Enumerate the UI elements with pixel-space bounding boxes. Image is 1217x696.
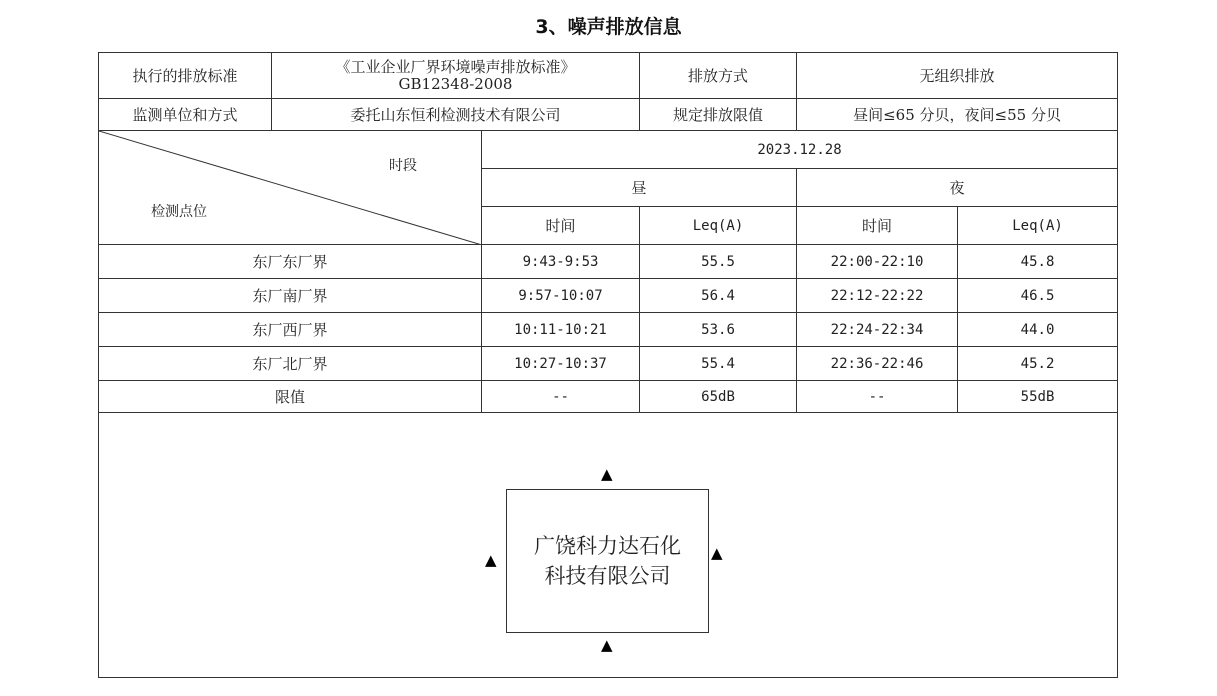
date-cell: 2023.12.28: [482, 131, 1118, 169]
day-time-cell: 9:43-9:53: [482, 245, 640, 279]
standard-label: 执行的排放标准: [99, 53, 272, 99]
table-row: [99, 245, 1118, 279]
limit-row: [99, 381, 1118, 413]
day-time-cell: 10:27-10:37: [482, 347, 640, 381]
point-label: 检测点位: [151, 204, 207, 220]
point-cell: 东厂东厂界: [99, 245, 482, 279]
company-name-line1: 广饶科力达石化: [534, 534, 681, 558]
standard-value-line2: GB12348-2008: [398, 74, 513, 93]
north-marker-icon: ▲: [601, 465, 613, 483]
east-marker-icon: ▲: [711, 544, 723, 562]
section-title: 3、噪声排放信息: [535, 16, 682, 38]
night-leq-header: Leq(A): [958, 207, 1118, 245]
limit-day-time: --: [482, 381, 640, 413]
point-cell: 东厂南厂界: [99, 279, 482, 313]
point-cell: 东厂西厂界: [99, 313, 482, 347]
day-leq-cell: 55.4: [640, 347, 797, 381]
diagram-row: [99, 413, 1118, 678]
day-time-cell: 10:11-10:21: [482, 313, 640, 347]
night-leq-cell: 45.2: [958, 347, 1118, 381]
monitor-label: 监测单位和方式: [99, 99, 272, 131]
night-time-cell: 22:24-22:34: [797, 313, 958, 347]
plant-box: [506, 489, 709, 633]
monitor-row: [99, 99, 1118, 131]
table-row: [99, 279, 1118, 313]
night-leq-cell: 46.5: [958, 279, 1118, 313]
limit-night-time: --: [797, 381, 958, 413]
limit-day-leq: 65dB: [640, 381, 797, 413]
company-name-line2: 科技有限公司: [544, 564, 671, 588]
table-row: [99, 313, 1118, 347]
table-row: [99, 347, 1118, 381]
west-marker-icon: ▲: [485, 551, 497, 569]
night-time-cell: 22:00-22:10: [797, 245, 958, 279]
day-leq-cell: 53.6: [640, 313, 797, 347]
day-header: 昼: [482, 169, 797, 207]
night-time-cell: 22:36-22:46: [797, 347, 958, 381]
night-leq-cell: 44.0: [958, 313, 1118, 347]
noise-info-table: [98, 52, 1118, 678]
standard-value-line1: 《工业企业厂界环境噪声排放标准》: [335, 57, 576, 76]
standard-value: [272, 53, 640, 99]
night-time-header: 时间: [797, 207, 958, 245]
diagonal-line: [99, 131, 482, 245]
day-leq-cell: 56.4: [640, 279, 797, 313]
day-leq-cell: 55.5: [640, 245, 797, 279]
method-label: 排放方式: [640, 53, 797, 99]
night-time-cell: 22:12-22:22: [797, 279, 958, 313]
monitoring-diagram: [99, 413, 1118, 678]
day-time-header: 时间: [482, 207, 640, 245]
limit-night-leq: 55dB: [958, 381, 1118, 413]
monitor-value: 委托山东恒利检测技术有限公司: [272, 99, 640, 131]
day-leq-header: Leq(A): [640, 207, 797, 245]
diagonal-header-cell: [99, 131, 482, 245]
method-value: 无组织排放: [797, 53, 1118, 99]
limit-value: 昼间≤65 分贝，夜间≤55 分贝: [797, 99, 1118, 131]
south-marker-icon: ▲: [601, 636, 613, 654]
period-label: 时段: [389, 158, 417, 174]
limit-row-label: 限值: [99, 381, 482, 413]
standard-row: [99, 53, 1118, 99]
limit-label: 规定排放限值: [640, 99, 797, 131]
night-leq-cell: 45.8: [958, 245, 1118, 279]
point-cell: 东厂北厂界: [99, 347, 482, 381]
night-header: 夜: [797, 169, 1118, 207]
date-row: [99, 131, 1118, 169]
day-time-cell: 9:57-10:07: [482, 279, 640, 313]
